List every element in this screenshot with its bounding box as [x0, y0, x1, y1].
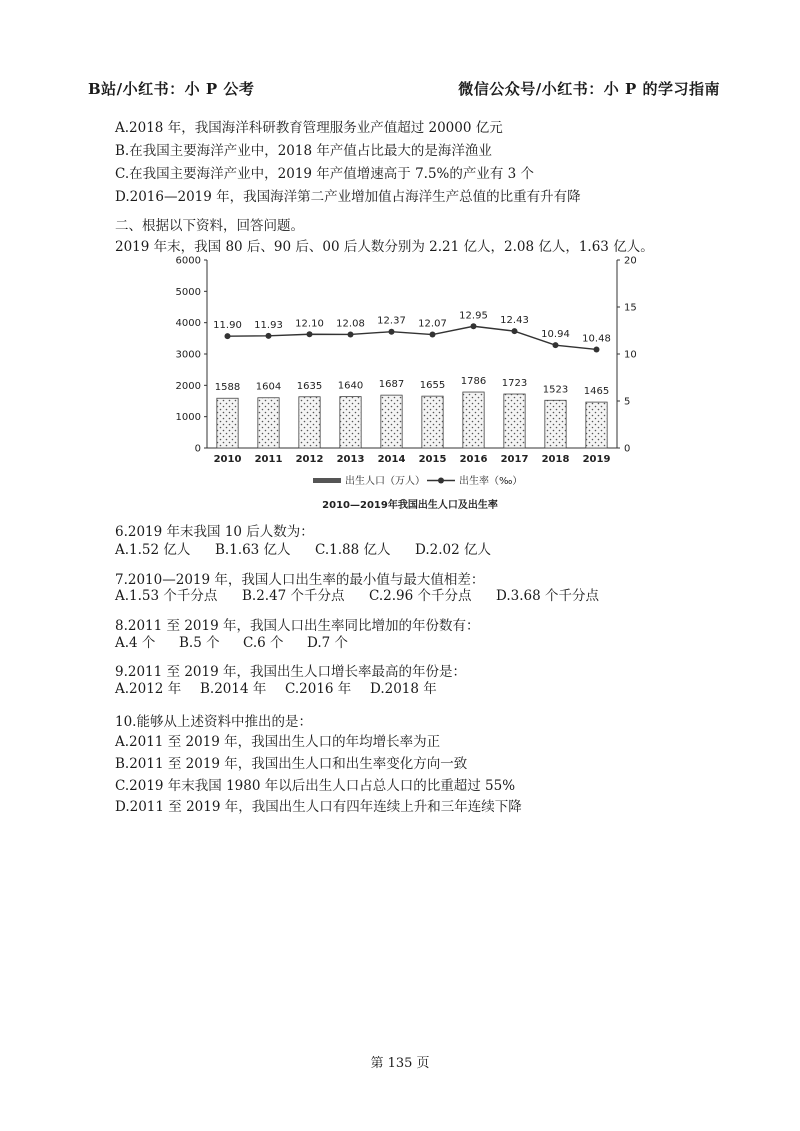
bar-value-label: 1687 — [378, 379, 405, 391]
q10-stem: 10.能够从上述资料中推出的是： — [115, 714, 312, 730]
bar — [545, 400, 566, 448]
left-tick-label: 2000 — [175, 380, 201, 392]
bar-value-label: 1465 — [583, 386, 610, 398]
x-tick-label: 2011 — [254, 454, 283, 465]
rate-value-label: 12.43 — [500, 315, 529, 327]
bar-value-label: 1523 — [542, 384, 569, 396]
right-tick-label: 5 — [624, 396, 631, 408]
right-tick-label: 20 — [624, 255, 637, 267]
q9-stem: 9.2011 至 2019 年，我国出生人口增长率最高的年份是： — [115, 664, 466, 680]
x-tick-label: 2017 — [500, 454, 529, 465]
q7-option-d[interactable]: D.3.68 个千分点 — [496, 588, 599, 604]
q6-options — [115, 538, 491, 558]
rate-value-label: 12.37 — [377, 315, 406, 327]
bar — [340, 397, 361, 448]
legend-line-marker — [438, 478, 444, 484]
rate-point — [225, 333, 231, 339]
bar — [504, 394, 525, 448]
bar-value-label: 1604 — [255, 381, 282, 393]
bar — [463, 392, 484, 448]
rate-value-label: 10.48 — [582, 333, 611, 345]
legend-bar-label: 出生人口（万人） — [345, 476, 425, 487]
prev-option-a: A.2018 年，我国海洋科研教育管理服务业产值超过 20000 亿元 — [115, 120, 503, 136]
q7-option-c[interactable]: C.2.96 个千分点 — [369, 588, 472, 604]
q9-option-c[interactable]: C.2016 年 — [285, 681, 352, 697]
q8-stem: 8.2011 至 2019 年，我国人口出生率同比增加的年份数有： — [115, 618, 480, 634]
section-title: 二、根据以下资料，回答问题。 — [115, 218, 304, 234]
q6-option-c[interactable]: C.1.88 亿人 — [315, 542, 391, 558]
bar-value-label: 1640 — [337, 380, 364, 392]
q6-option-a[interactable]: A.1.52 亿人 — [115, 542, 191, 558]
right-tick-label: 15 — [624, 302, 637, 314]
birth-chart — [165, 252, 655, 514]
bar-value-label: 1655 — [419, 380, 446, 392]
x-tick-label: 2019 — [582, 454, 611, 465]
prev-option-d: D.2016—2019 年，我国海洋第二产业增加值占海洋生产总值的比重有升有降 — [115, 189, 581, 205]
q8-option-b[interactable]: B.5 个 — [179, 635, 220, 651]
x-tick-label: 2014 — [377, 454, 406, 465]
bar — [586, 402, 607, 448]
q6-option-d[interactable]: D.2.02 亿人 — [415, 542, 491, 558]
q9-option-a[interactable]: A.2012 年 — [115, 681, 182, 697]
bar — [422, 396, 443, 448]
left-tick-label: 0 — [194, 443, 201, 455]
x-tick-label: 2012 — [295, 454, 324, 465]
q6-stem: 6.2019 年末我国 10 后人数为： — [115, 524, 314, 540]
q10-option-a[interactable]: A.2011 至 2019 年，我国出生人口的年均增长率为正 — [115, 734, 441, 750]
right-tick-label: 10 — [624, 349, 637, 361]
q7-option-b[interactable]: B.2.47 个千分点 — [242, 588, 345, 604]
bar-value-label: 1723 — [501, 378, 528, 390]
rate-value-label: 12.10 — [295, 318, 324, 330]
rate-value-label: 12.95 — [459, 310, 488, 322]
section-intro: 2019 年末，我国 80 后、90 后、00 后人数分别为 2.21 亿人，2.08 亿人，1.63 亿人。 — [115, 239, 654, 255]
rate-value-label: 12.08 — [336, 318, 365, 330]
q10-option-d[interactable]: D.2011 至 2019 年，我国出生人口有四年连续上升和三年连续下降 — [115, 799, 522, 815]
right-tick-label: 0 — [624, 443, 631, 455]
q8-option-c[interactable]: C.6 个 — [243, 635, 284, 651]
q9-option-b[interactable]: B.2014 年 — [200, 681, 267, 697]
rate-point — [389, 329, 395, 335]
rate-point — [471, 323, 477, 329]
left-tick-label: 5000 — [175, 286, 201, 298]
q7-option-a[interactable]: A.1.53 个千分点 — [115, 588, 218, 604]
bar — [381, 395, 402, 448]
bar-value-label: 1588 — [214, 382, 241, 394]
prev-option-b: B.在我国主要海洋产业中，2018 年产值占比最大的是海洋渔业 — [115, 143, 492, 159]
rate-value-label: 10.94 — [541, 329, 570, 341]
left-tick-label: 6000 — [175, 255, 201, 267]
legend-line-label: 出生率（‰） — [459, 476, 523, 487]
rate-point — [553, 342, 559, 348]
legend-bar-swatch — [313, 478, 341, 483]
q7-stem: 7.2010—2019 年，我国人口出生率的最小值与最大值相差： — [115, 572, 485, 588]
bar-value-label: 1786 — [460, 376, 487, 388]
rate-value-label: 11.93 — [254, 319, 283, 331]
left-tick-label: 3000 — [175, 349, 201, 361]
header-right: 微信公众号/小红书：小 P 的学习指南 — [458, 80, 720, 98]
rate-value-label: 12.07 — [418, 318, 447, 330]
q9-option-d[interactable]: D.2018 年 — [370, 681, 437, 697]
x-tick-label: 2013 — [336, 454, 365, 465]
rate-point — [594, 346, 600, 352]
left-tick-label: 4000 — [175, 318, 201, 330]
q6-option-b[interactable]: B.1.63 亿人 — [215, 542, 291, 558]
rate-point — [348, 331, 354, 337]
rate-point — [512, 328, 518, 334]
x-tick-label: 2010 — [213, 454, 242, 465]
x-tick-label: 2016 — [459, 454, 488, 465]
prev-option-c: C.在我国主要海洋产业中，2019 年产值增速高于 7.5%的产业有 3 个 — [115, 166, 535, 182]
rate-point — [430, 332, 436, 338]
x-tick-label: 2018 — [541, 454, 570, 465]
q7-options — [115, 584, 599, 604]
q8-options — [115, 631, 348, 651]
left-tick-label: 1000 — [175, 412, 201, 424]
rate-point — [266, 333, 272, 339]
bar-value-label: 1635 — [296, 380, 323, 392]
page-number: 第 135 页 — [370, 1056, 430, 1071]
bar — [299, 397, 320, 448]
header-left: B站/小红书：小 P 公考 — [88, 80, 255, 98]
bar — [258, 398, 279, 448]
q9-options — [115, 677, 437, 697]
q8-option-d[interactable]: D.7 个 — [307, 635, 349, 651]
q10-option-c[interactable]: C.2019 年末我国 1980 年以后出生人口占总人口的比重超过 55% — [115, 778, 516, 794]
rate-value-label: 11.90 — [213, 320, 242, 332]
bar — [217, 398, 238, 448]
x-tick-label: 2015 — [418, 454, 447, 465]
q8-option-a[interactable]: A.4 个 — [115, 635, 156, 651]
rate-point — [307, 331, 313, 337]
q10-option-b[interactable]: B.2011 至 2019 年，我国出生人口和出生率变化方向一致 — [115, 756, 468, 772]
chart-title: 2010—2019年我国出生人口及出生率 — [322, 500, 498, 511]
